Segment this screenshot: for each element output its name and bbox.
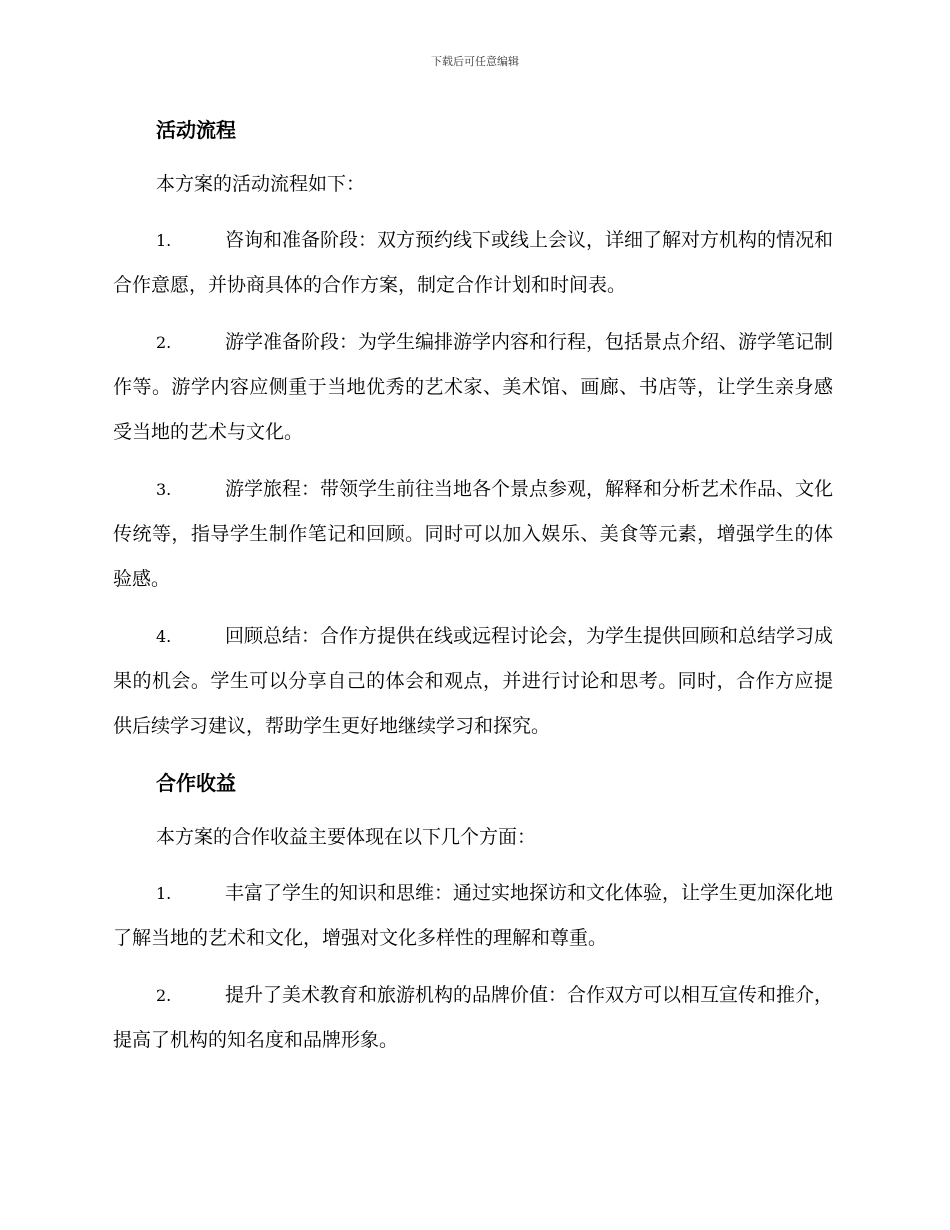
list-item-number: 1. — [156, 884, 172, 903]
list-item-text: 游学准备阶段：为学生编排游学内容和行程，包括景点介绍、游学笔记制作等。游学内容应侧重于当地优秀的艺术家、美术馆、画廊、书店等，让学生亲身感受当地的艺术与文化。 — [113, 331, 834, 443]
document-body — [113, 108, 833, 1075]
list-item — [113, 467, 833, 602]
list-item — [113, 871, 833, 961]
list-item-number: 2. — [156, 986, 172, 1005]
section-heading-cooperation-benefits: 合作收益 — [156, 771, 236, 795]
list-item-number: 4. — [156, 627, 172, 646]
list-item — [113, 320, 833, 455]
list-item-number: 2. — [156, 333, 172, 352]
section-intro-cooperation-benefits: 本方案的合作收益主要体现在以下几个方面： — [156, 826, 537, 848]
list-item — [113, 218, 833, 308]
list-item-text: 丰富了学生的知识和思维：通过实地探访和文化体验，让学生更加深化地了解当地的艺术和文化，增强对文化多样性的理解和尊重。 — [113, 882, 834, 949]
list-item — [113, 973, 833, 1063]
list-item-text: 咨询和准备阶段：双方预约线下或线上会议，详细了解对方机构的情况和合作意愿，并协商具体的合作方案，制定合作计划和时间表。 — [113, 229, 834, 296]
list-item — [113, 614, 833, 749]
list-item-text: 回顾总结：合作方提供在线或远程讨论会，为学生提供回顾和总结学习成果的机会。学生可以分享自己的体会和观点，并进行讨论和思考。同时，合作方应提供后续学习建议，帮助学生更好地继续学习和探究。 — [113, 625, 834, 737]
section-heading-activity-flow: 活动流程 — [156, 118, 236, 142]
list-item-number: 3. — [156, 480, 172, 499]
list-item-text: 游学旅程：带领学生前往当地各个景点参观，解释和分析艺术作品、文化传统等，指导学生制作笔记和回顾。同时可以加入娱乐、美食等元素，增强学生的体验感。 — [113, 478, 834, 590]
list-item-number: 1. — [156, 231, 172, 250]
list-item-text: 提升了美术教育和旅游机构的品牌价值：合作双方可以相互宣传和推介，提高了机构的知名度和品牌形象。 — [113, 984, 834, 1051]
page-header: 下载后可任意编辑 — [431, 55, 519, 68]
section-intro-activity-flow: 本方案的活动流程如下： — [156, 173, 366, 195]
